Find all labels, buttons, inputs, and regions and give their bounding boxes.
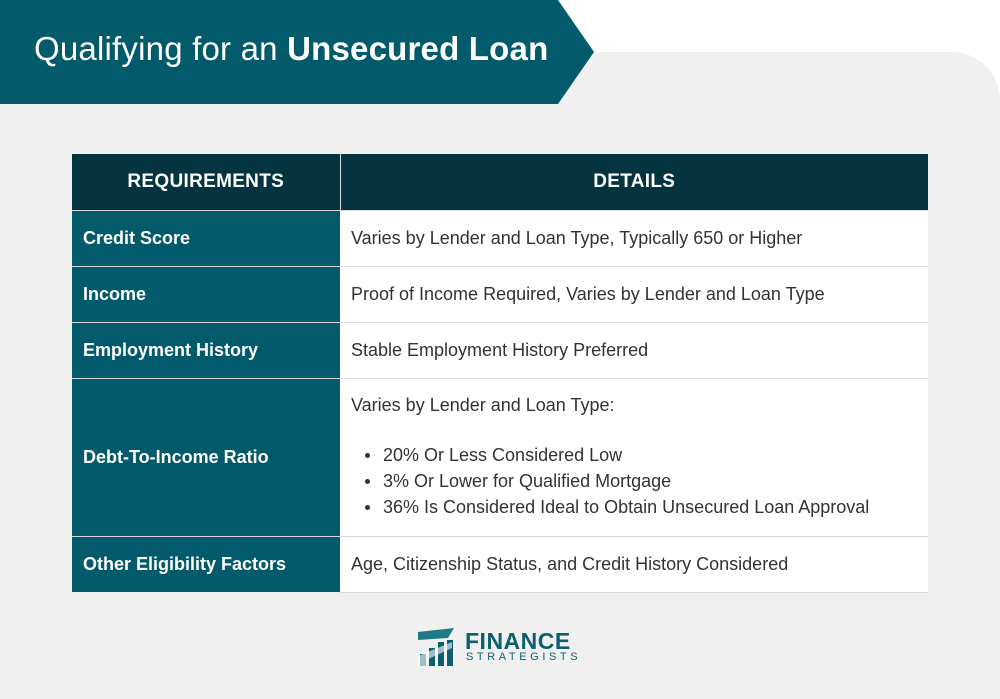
table-row — [72, 322, 928, 378]
detail-cell — [340, 378, 928, 536]
detail-bullet-list — [351, 442, 928, 520]
requirement-cell: Income — [72, 266, 340, 322]
table-header-row — [72, 154, 928, 210]
logo-tagline-text: STRATEGISTS — [466, 651, 582, 663]
list-item: 3% Or Lower for Qualified Mortgage — [351, 468, 928, 494]
finance-strategists-logo-icon — [418, 628, 460, 668]
column-header-details: DETAILS — [340, 154, 928, 210]
page-title-bold: Unsecured Loan — [287, 30, 549, 67]
list-item: 20% Or Less Considered Low — [351, 442, 928, 468]
requirement-cell: Employment History — [72, 322, 340, 378]
detail-cell: Varies by Lender and Loan Type, Typically 650 or Higher — [340, 210, 928, 266]
requirement-cell: Debt-To-Income Ratio — [72, 378, 340, 536]
detail-cell: Stable Employment History Preferred — [340, 322, 928, 378]
requirement-cell: Credit Score — [72, 210, 340, 266]
page-title-regular: Qualifying for an — [34, 30, 278, 67]
detail-cell: Proof of Income Required, Varies by Lender and Loan Type — [340, 266, 928, 322]
detail-intro-text: Varies by Lender and Loan Type: — [351, 394, 615, 415]
requirement-cell: Other Eligibility Factors — [72, 536, 340, 592]
table-row — [72, 266, 928, 322]
table-row — [72, 378, 928, 536]
requirements-table — [72, 154, 928, 593]
logo-name-text: FINANCE — [465, 628, 571, 654]
table-row — [72, 210, 928, 266]
title-banner — [0, 0, 596, 104]
page-title — [34, 30, 548, 68]
detail-cell: Age, Citizenship Status, and Credit History Considered — [340, 536, 928, 592]
finance-strategists-logo — [418, 628, 582, 668]
column-header-requirements: REQUIREMENTS — [72, 154, 340, 210]
list-item: 36% Is Considered Ideal to Obtain Unsecured Loan Approval — [351, 494, 928, 520]
table-row — [72, 536, 928, 592]
